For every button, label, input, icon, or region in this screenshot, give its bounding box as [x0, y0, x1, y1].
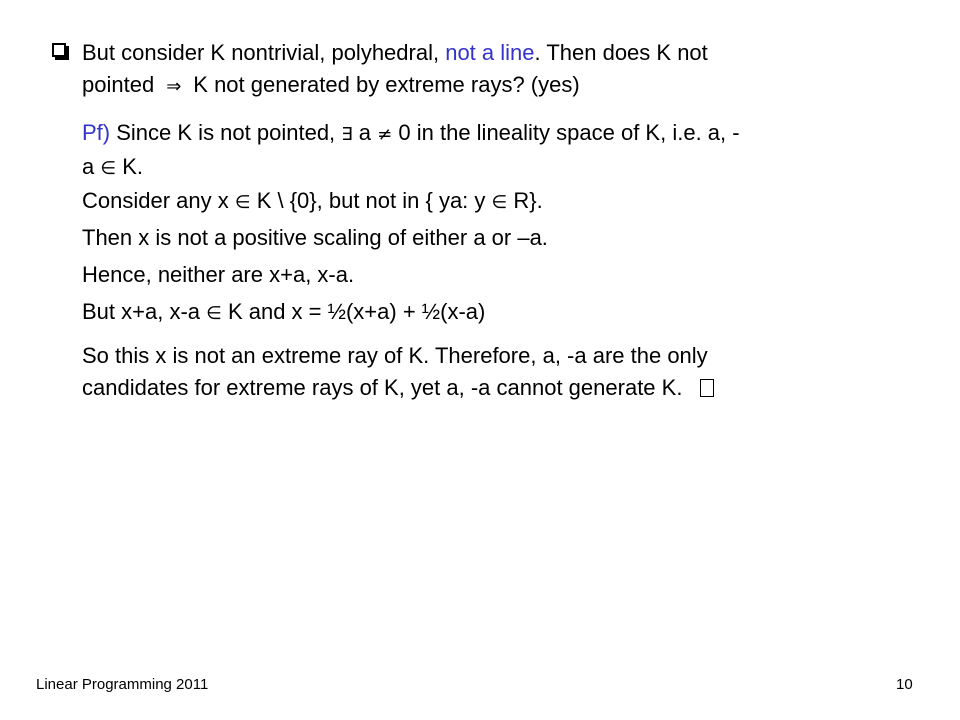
footer-course-title: Linear Programming 2011 — [36, 676, 209, 693]
proof-p1-text-d: a — [82, 154, 95, 179]
proof-p1-text-e: K. — [122, 154, 143, 179]
highlighted-phrase: not a line — [445, 40, 535, 65]
proof-paragraph-3: Then x is not a positive scaling of either a or –a. — [82, 225, 548, 250]
proof-paragraph-2 — [82, 185, 932, 219]
proof-paragraph-5 — [82, 296, 932, 330]
proof-p1-text-c: 0 in the lineality space of K, i.e. a, - — [398, 120, 740, 145]
proof-label: Pf) — [82, 120, 111, 145]
exists-symbol: ∃ — [341, 124, 353, 145]
proof-p2-text-a: Consider any x — [82, 188, 229, 213]
bullet-text-part1: But consider K nontrivial, polyhedral, — [82, 40, 446, 65]
qed-box-icon — [700, 379, 714, 397]
proof-paragraph-4: Hence, neither are x+a, x-a. — [82, 262, 355, 287]
element-of-symbol: ∈ — [491, 192, 508, 213]
proof-paragraph-1 — [82, 117, 932, 185]
proof-p1-text-b: a — [358, 120, 372, 145]
element-of-symbol: ∈ — [234, 192, 251, 213]
element-of-symbol: ∈ — [100, 158, 117, 179]
proof-p5-text-b: K and x = ½(x+a) + ½(x-a) — [227, 299, 486, 324]
element-of-symbol: ∈ — [206, 303, 222, 324]
proof-p6-line2: candidates for extreme rays of K, yet a, -a cannot generate K. — [82, 375, 683, 400]
proof-p1-text-a: Since K is not pointed, — [116, 120, 336, 145]
bullet-text-pointed: pointed — [82, 72, 155, 97]
proof-p2-text-c: R}. — [513, 188, 543, 213]
footer-page-number: 10 — [896, 676, 913, 693]
proof-paragraph-6 — [82, 340, 932, 404]
bullet-text-part2: . Then does K not — [534, 40, 708, 65]
proof-p2-text-b: K \ {0}, but not in { ya: y — [256, 188, 486, 213]
proof-p6-line1: So this x is not an extreme ray of K. Therefore, a, -a are the only — [82, 343, 708, 368]
not-equal-symbol: ≠ — [377, 124, 393, 145]
bullet-text — [82, 37, 932, 103]
bullet-text-line2: K not generated by extreme rays? (yes) — [193, 72, 580, 97]
proof-p5-text-a: But x+a, x-a — [82, 299, 201, 324]
checkbox-bullet-icon — [52, 43, 66, 57]
implies-symbol: ⇒ — [166, 76, 182, 97]
